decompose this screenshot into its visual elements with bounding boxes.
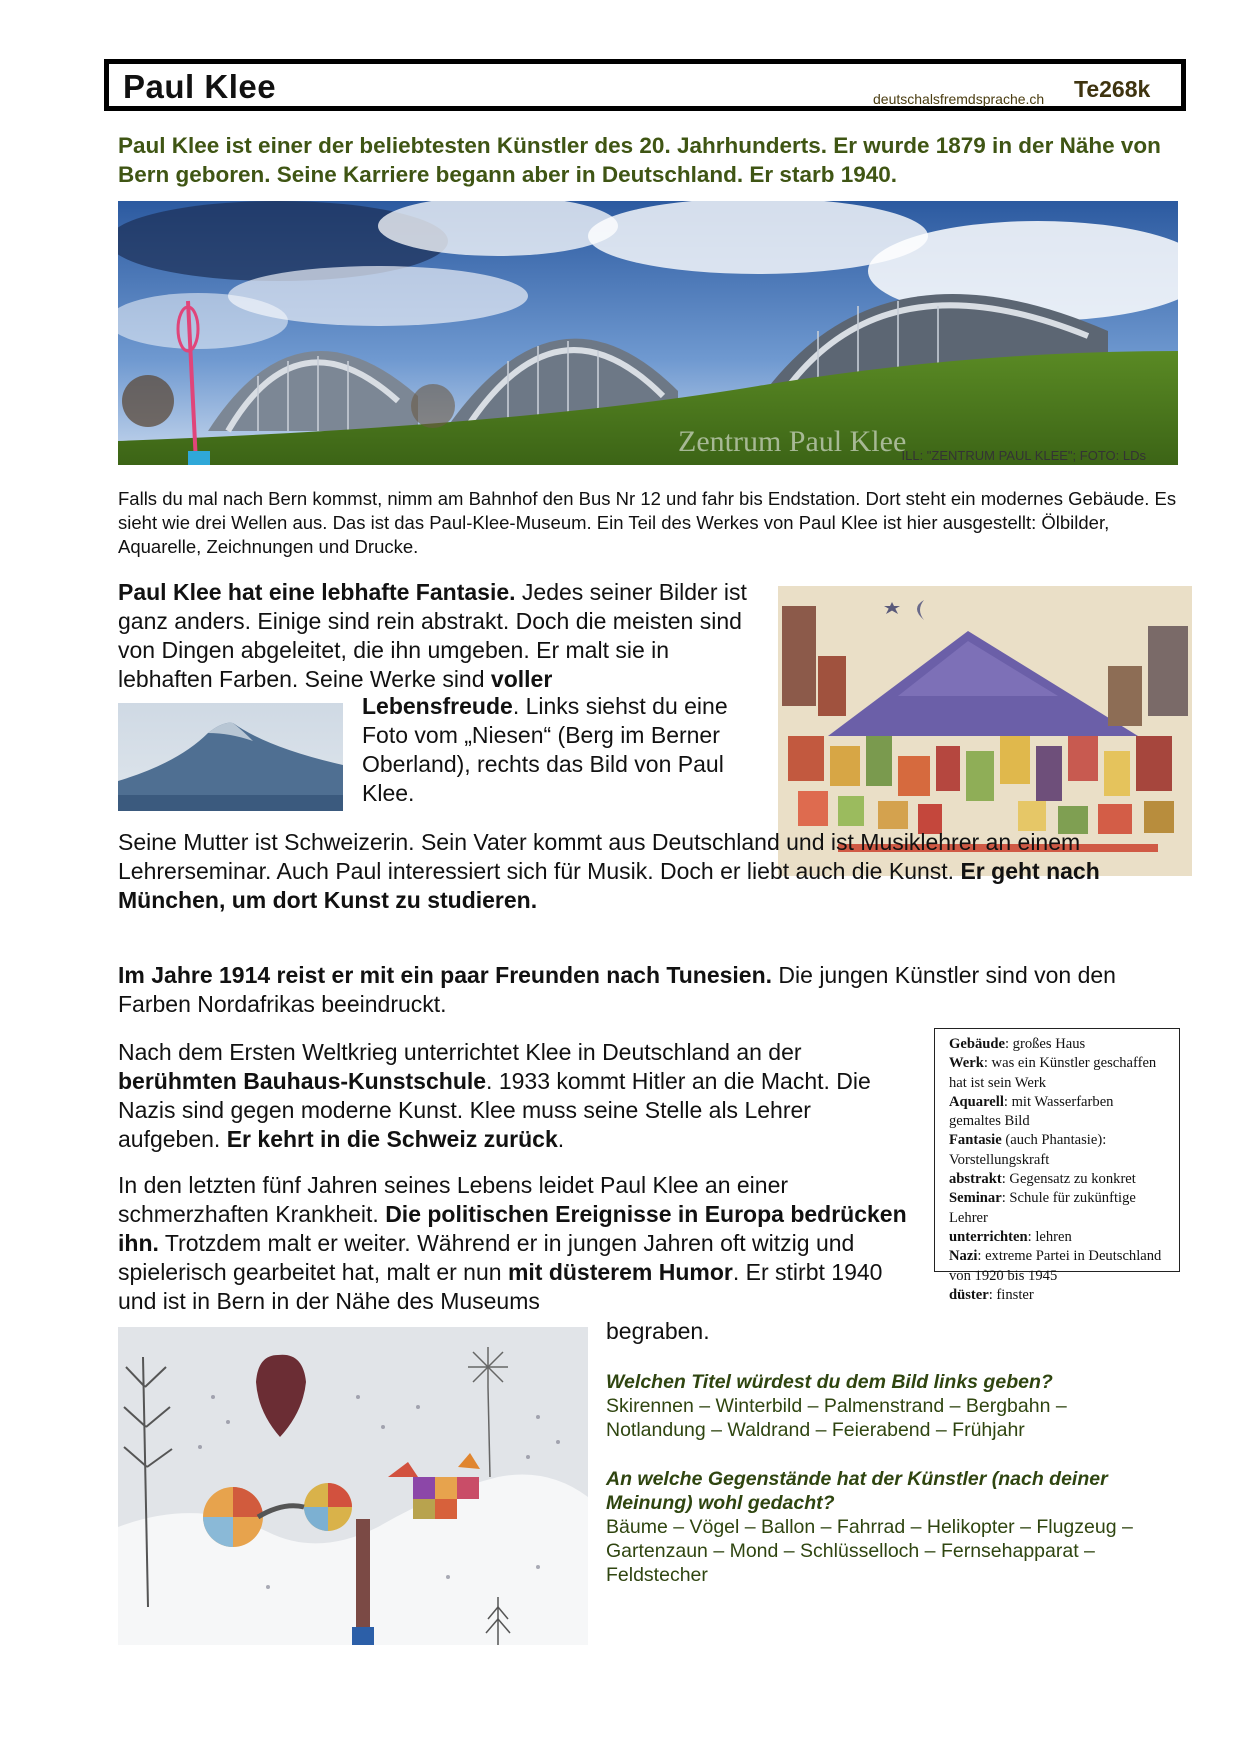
glossary-entry (949, 1170, 1165, 1189)
fantasie-bold-2: Lebensfreude (362, 693, 513, 719)
bauhaus-text-1: Nach dem Ersten Weltkrieg unterrichtet Klee in Deutschland an der (118, 1039, 802, 1065)
krankheit-bold-1: Die politischen Ereignisse in Europa bedrücken ihn. (118, 1201, 907, 1256)
museum-photo-illustration (118, 201, 1178, 465)
mutter-paragraph (118, 828, 1178, 915)
glossary-term: unterrichten (949, 1228, 1028, 1245)
fantasie-text-1: Jedes seiner Bilder ist ganz anders. Einige sind rein abstrakt. Doch die meisten sind von Dingen abgeleitet, die ihn umgeben. Er malt sie in lebhaften Farben. Seine Werke sind (118, 579, 747, 692)
krankheit-text-3: . Er stirbt 1940 und ist in Bern in der Nähe des Museums (118, 1259, 883, 1314)
tunesien-text-1: Die jungen Künstler sind von den Farben Nordafrikas beeindruckt. (118, 962, 1116, 1017)
bauhaus-bold-2: Er kehrt in die Schweiz zurück (226, 1126, 558, 1152)
bern-paragraph: Falls du mal nach Bern kommst, nimm am Bahnhof den Bus Nr 12 und fahr bis Endstation. Dort steht ein modernes Gebäude. Es sieht wie drei Wellen aus. Das ist das Paul-Klee-Museum. Ein Teil des Werkes von Paul Klee ist hier ausgestellt: Ölbilder, Aquarelle, Zeichnungen und Drucke. (118, 488, 1177, 557)
glossary-entry (949, 1228, 1165, 1247)
glossary-definition: : lehren (1027, 1228, 1072, 1245)
glossary-term: Fantasie (949, 1132, 1002, 1149)
fantasie-bold-1: voller (490, 666, 553, 692)
question-objects: An welche Gegenstände hat der Künstler (nach deiner Meinung) wohl gedacht? (606, 1468, 1108, 1514)
glossary-entry (949, 1131, 1165, 1170)
mutter-bold-1: Er geht nach München, um dort Kunst zu studieren. (118, 858, 1100, 913)
glossary-term: Seminar (949, 1190, 1002, 1207)
answer-options-objects: Bäume – Vögel – Ballon – Fahrrad – Helikopter – Flugzeug – Gartenzaun – Mond – Schlüsselloch – Fernsehapparat – Feldstecher (606, 1516, 1133, 1586)
klee-balloon-painting-illustration (118, 1327, 588, 1645)
photo-credit: ILL: "ZENTRUM PAUL KLEE"; FOTO: LDs (901, 448, 1146, 463)
glossary-definition: : finster (988, 1286, 1034, 1303)
bauhaus-bold-1: berühmten Bauhaus-Kunstschule (118, 1068, 487, 1094)
bauhaus-text-3: . (557, 1126, 565, 1152)
niesen-photo (118, 703, 343, 811)
krankheit-text-1: In den letzten fünf Jahren seines Lebens leidet Paul Klee an einer schmerzhaften Krankheit. (118, 1172, 789, 1227)
header-box (104, 59, 1186, 111)
glossary-term: Aquarell (949, 1093, 1004, 1110)
glossary-definition: : was ein Künstler geschaffen hat ist sein Werk (949, 1055, 1157, 1091)
glossary-definition: : Schule für zukünftige Lehrer (949, 1190, 1136, 1226)
tunesien-bold-1: Im Jahre 1914 reist er mit ein paar Freunden nach Tunesien. (118, 962, 773, 988)
museum-sign: Zentrum Paul Klee (678, 425, 907, 458)
intro-text: Paul Klee ist einer der beliebtesten Künstler des 20. Jahrhunderts. Er wurde 1879 in der Nähe von Bern geboren. Seine Karriere begann aber in Deutschland. Er starb 1940. (118, 133, 1161, 187)
answer-options-title: Skirennen – Winterbild – Palmenstrand – Bergbahn – Notlandung – Waldrand – Feierabend – Frühjahr (606, 1395, 1067, 1441)
worksheet-code: Te268k (1074, 76, 1151, 102)
glossary-term: düster (949, 1286, 989, 1303)
glossary-entry (949, 1093, 1165, 1132)
klee-balloon-painting (118, 1327, 588, 1645)
glossary-definition: : großes Haus (1004, 1036, 1086, 1052)
krankheit-paragraph-end: begraben. (606, 1318, 710, 1344)
krankheit-text-2: Trotzdem malt er weiter. Während er in jungen Jahren oft witzig und spielerisch gearbeitet hat, malt er nun (118, 1230, 855, 1285)
glossary-entry (949, 1054, 1165, 1093)
glossary-term: abstrakt (949, 1171, 1002, 1188)
site-name: deutschalsfremdsprache.ch (873, 91, 1045, 107)
bauhaus-paragraph (118, 1038, 908, 1154)
glossary-entry (949, 1247, 1165, 1286)
tunesien-paragraph (118, 961, 1178, 1019)
museum-photo (118, 201, 1178, 465)
fantasie-paragraph-continued (362, 692, 762, 808)
krankheit-bold-2: mit düsterem Humor (507, 1259, 733, 1285)
fantasie-lead: Paul Klee hat eine lebhafte Fantasie. (118, 579, 516, 605)
mutter-text-1: Seine Mutter ist Schweizerin. Sein Vater kommt aus Deutschland und ist Musiklehrer an einem Lehrerseminar. Auch Paul interessiert sich für Musik. Doch er liebt auch die Kunst. (118, 829, 1081, 884)
glossary-entry (949, 1189, 1165, 1228)
page-title: Paul Klee (123, 68, 277, 105)
fantasie-paragraph (118, 578, 768, 694)
krankheit-paragraph (118, 1171, 918, 1316)
glossary-box (934, 1028, 1180, 1303)
glossary-definition: : extreme Partei in Deutschland von 1920 bis 1945 (949, 1248, 1162, 1284)
glossary-definition: : Gegensatz zu konkret (1001, 1171, 1136, 1188)
glossary-definition: : mit Wasserfarben gemaltes Bild (949, 1093, 1114, 1130)
glossary-definition: (auch Phantasie): Vorstellungskraft (949, 1132, 1107, 1168)
bauhaus-text-2: . 1933 kommt Hitler an die Macht. Die Nazis sind gegen moderne Kunst. Klee muss seine Stelle als Lehrer aufgeben. (118, 1068, 871, 1152)
glossary-entry (949, 1035, 1165, 1054)
question-title: Welchen Titel würdest du dem Bild links geben? (606, 1371, 1053, 1393)
niesen-mountain-illustration (118, 703, 343, 811)
glossary-term: Gebäude (949, 1036, 1005, 1052)
glossary-term: Werk (949, 1055, 984, 1072)
glossary-entry (949, 1286, 1165, 1305)
fantasie-text-2: . Links siehst du eine Foto vom „Niesen“ (Berg im Berner Oberland), rechts das Bild von Paul Klee. (362, 693, 728, 806)
glossary-term: Nazi (949, 1248, 978, 1265)
